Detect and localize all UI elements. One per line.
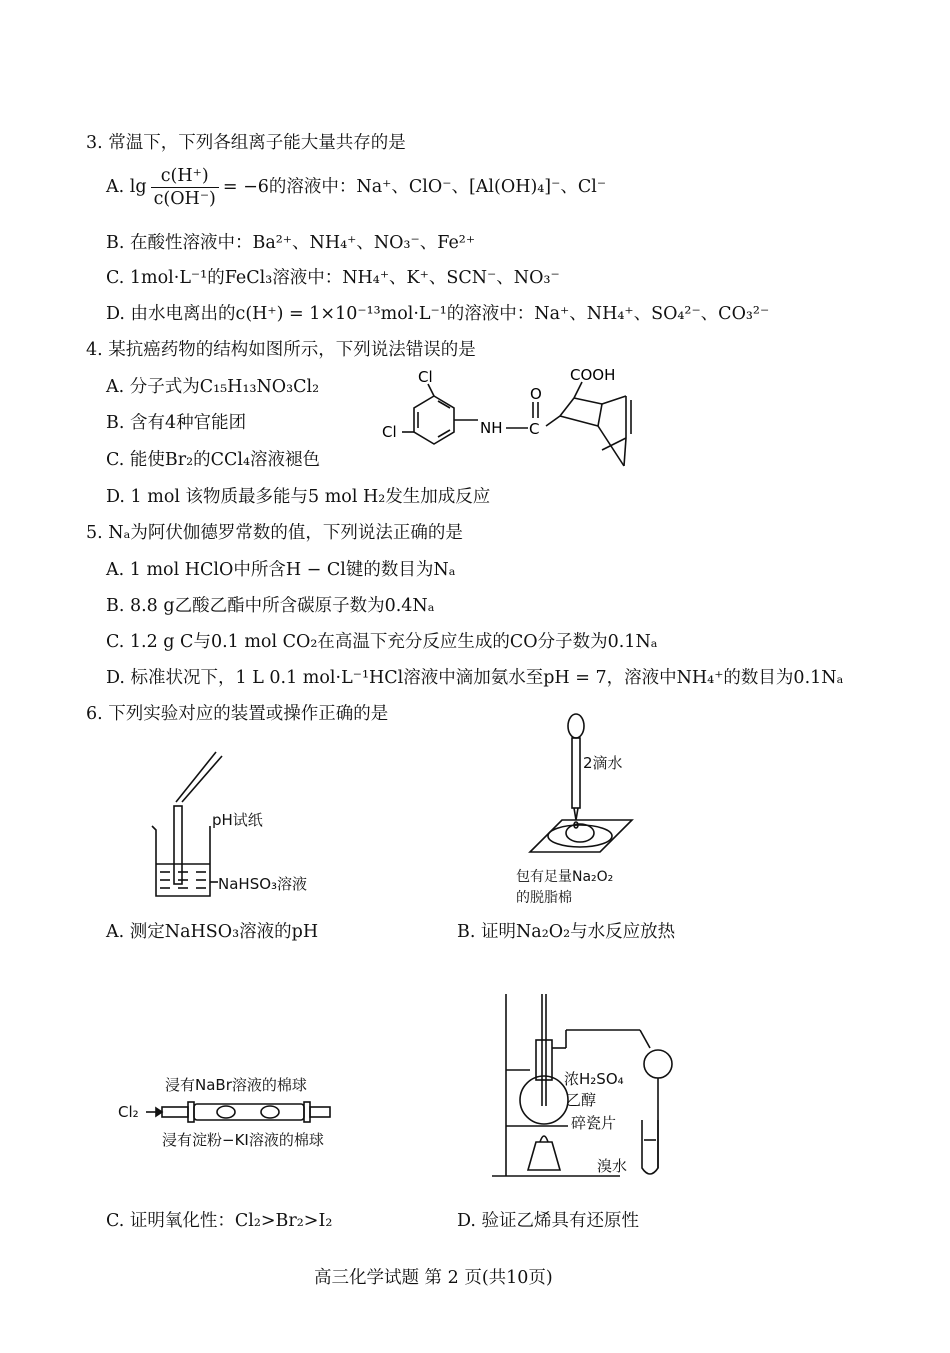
q5-option-a: A. 1 mol HClO中所含H − Cl键的数目为Nₐ (106, 560, 456, 580)
q3-stem: 3. 常温下，下列各组离子能大量共存的是 (86, 133, 406, 153)
q5-option-d: D. 标准状况下，1 L 0.1 mol·L⁻¹HCl溶液中滴加氨水至pH = 7，溶液中NH₄⁺的数目为0.1Nₐ (106, 668, 844, 688)
q6-c-label-cl2: Cl₂ (118, 1103, 139, 1121)
q6-c-label-top: 浸有NaBr溶液的棉球 (165, 1076, 307, 1094)
q6-c-label-bottom: 浸有淀粉−KI溶液的棉球 (162, 1131, 324, 1149)
q3-option-c: C. 1mol·L⁻¹的FeCl₃溶液中：NH₄⁺、K⁺、SCN⁻、NO₃⁻ (106, 268, 560, 288)
q6-b-label-cotton-1: 包有足量Na₂O₂ (516, 869, 614, 885)
q4-oxygen: O (530, 385, 542, 403)
q6-figure-b (516, 712, 636, 872)
q3-a-rest: = −6的溶液中：Na⁺、ClO⁻、[Al(OH)₄]⁻、Cl⁻ (222, 177, 607, 198)
q3-a-prefix: A. lg (106, 177, 147, 198)
q6-a-label-solution: NaHSO₃溶液 (218, 875, 308, 893)
q6-d-label-ethanol: 乙醇 (566, 1091, 597, 1109)
q4-option-c: C. 能使Br₂的CCl₄溶液褪色 (106, 450, 321, 470)
q6-d-label-chips: 碎瓷片 (571, 1114, 617, 1132)
q3-option-b: B. 在酸性溶液中：Ba²⁺、NH₄⁺、NO₃⁻、Fe²⁺ (106, 233, 476, 253)
q3-option-a (106, 166, 606, 209)
q4-cooh: COOH (570, 366, 616, 384)
q6-b-caption: B. 证明Na₂O₂与水反应放热 (457, 922, 676, 942)
q3-a-numerator: c(H⁺) (151, 166, 219, 188)
q4-option-d: D. 1 mol 该物质最多能与5 mol H₂发生加成反应 (106, 487, 491, 507)
q6-stem: 6. 下列实验对应的装置或操作正确的是 (86, 704, 389, 724)
q6-d-label-acid: 浓H₂SO₄ (564, 1070, 624, 1088)
q4-cl-left: Cl (382, 423, 397, 441)
q4-cl-top: Cl (418, 368, 433, 386)
q5-option-c: C. 1.2 g C与0.1 mol CO₂在高温下充分反应生成的CO分子数为0.1Nₐ (106, 632, 658, 652)
q3-a-fraction (151, 166, 219, 209)
q5-option-b: B. 8.8 g乙酸乙酯中所含碳原子数为0.4Nₐ (106, 596, 435, 616)
q4-option-b: B. 含有4种官能团 (106, 413, 247, 433)
q6-a-caption: A. 测定NaHSO₃溶液的pH (106, 922, 319, 942)
q4-structure-diagram (382, 362, 668, 472)
q6-figure-c (146, 1094, 336, 1130)
q4-option-a: A. 分子式为C₁₅H₁₃NO₃Cl₂ (106, 377, 320, 397)
q4-carbon: C (529, 420, 540, 438)
page-footer: 高三化学试题 第 2 页(共10页) (314, 1268, 553, 1288)
q3-a-denominator: c(OH⁻) (153, 189, 216, 210)
q6-c-caption: C. 证明氧化性：Cl₂>Br₂>I₂ (106, 1211, 333, 1231)
q6-a-label-ph-paper: pH试纸 (212, 811, 263, 829)
q6-b-label-cotton-2: 的脱脂棉 (516, 890, 572, 906)
q6-d-caption: D. 验证乙烯具有还原性 (457, 1211, 640, 1231)
q6-b-label-water: 2滴水 (583, 754, 623, 772)
q4-nh: NH (480, 419, 503, 437)
q3-option-d: D. 由水电离出的c(H⁺) = 1×10⁻¹³mol·L⁻¹的溶液中：Na⁺、NH₄⁺、SO₄²⁻、CO₃²⁻ (106, 304, 770, 324)
q5-stem: 5. Nₐ为阿伏伽德罗常数的值，下列说法正确的是 (86, 523, 463, 543)
q4-stem: 4. 某抗癌药物的结构如图所示，下列说法错误的是 (86, 340, 476, 360)
q6-d-label-bromine: 溴水 (597, 1157, 628, 1175)
